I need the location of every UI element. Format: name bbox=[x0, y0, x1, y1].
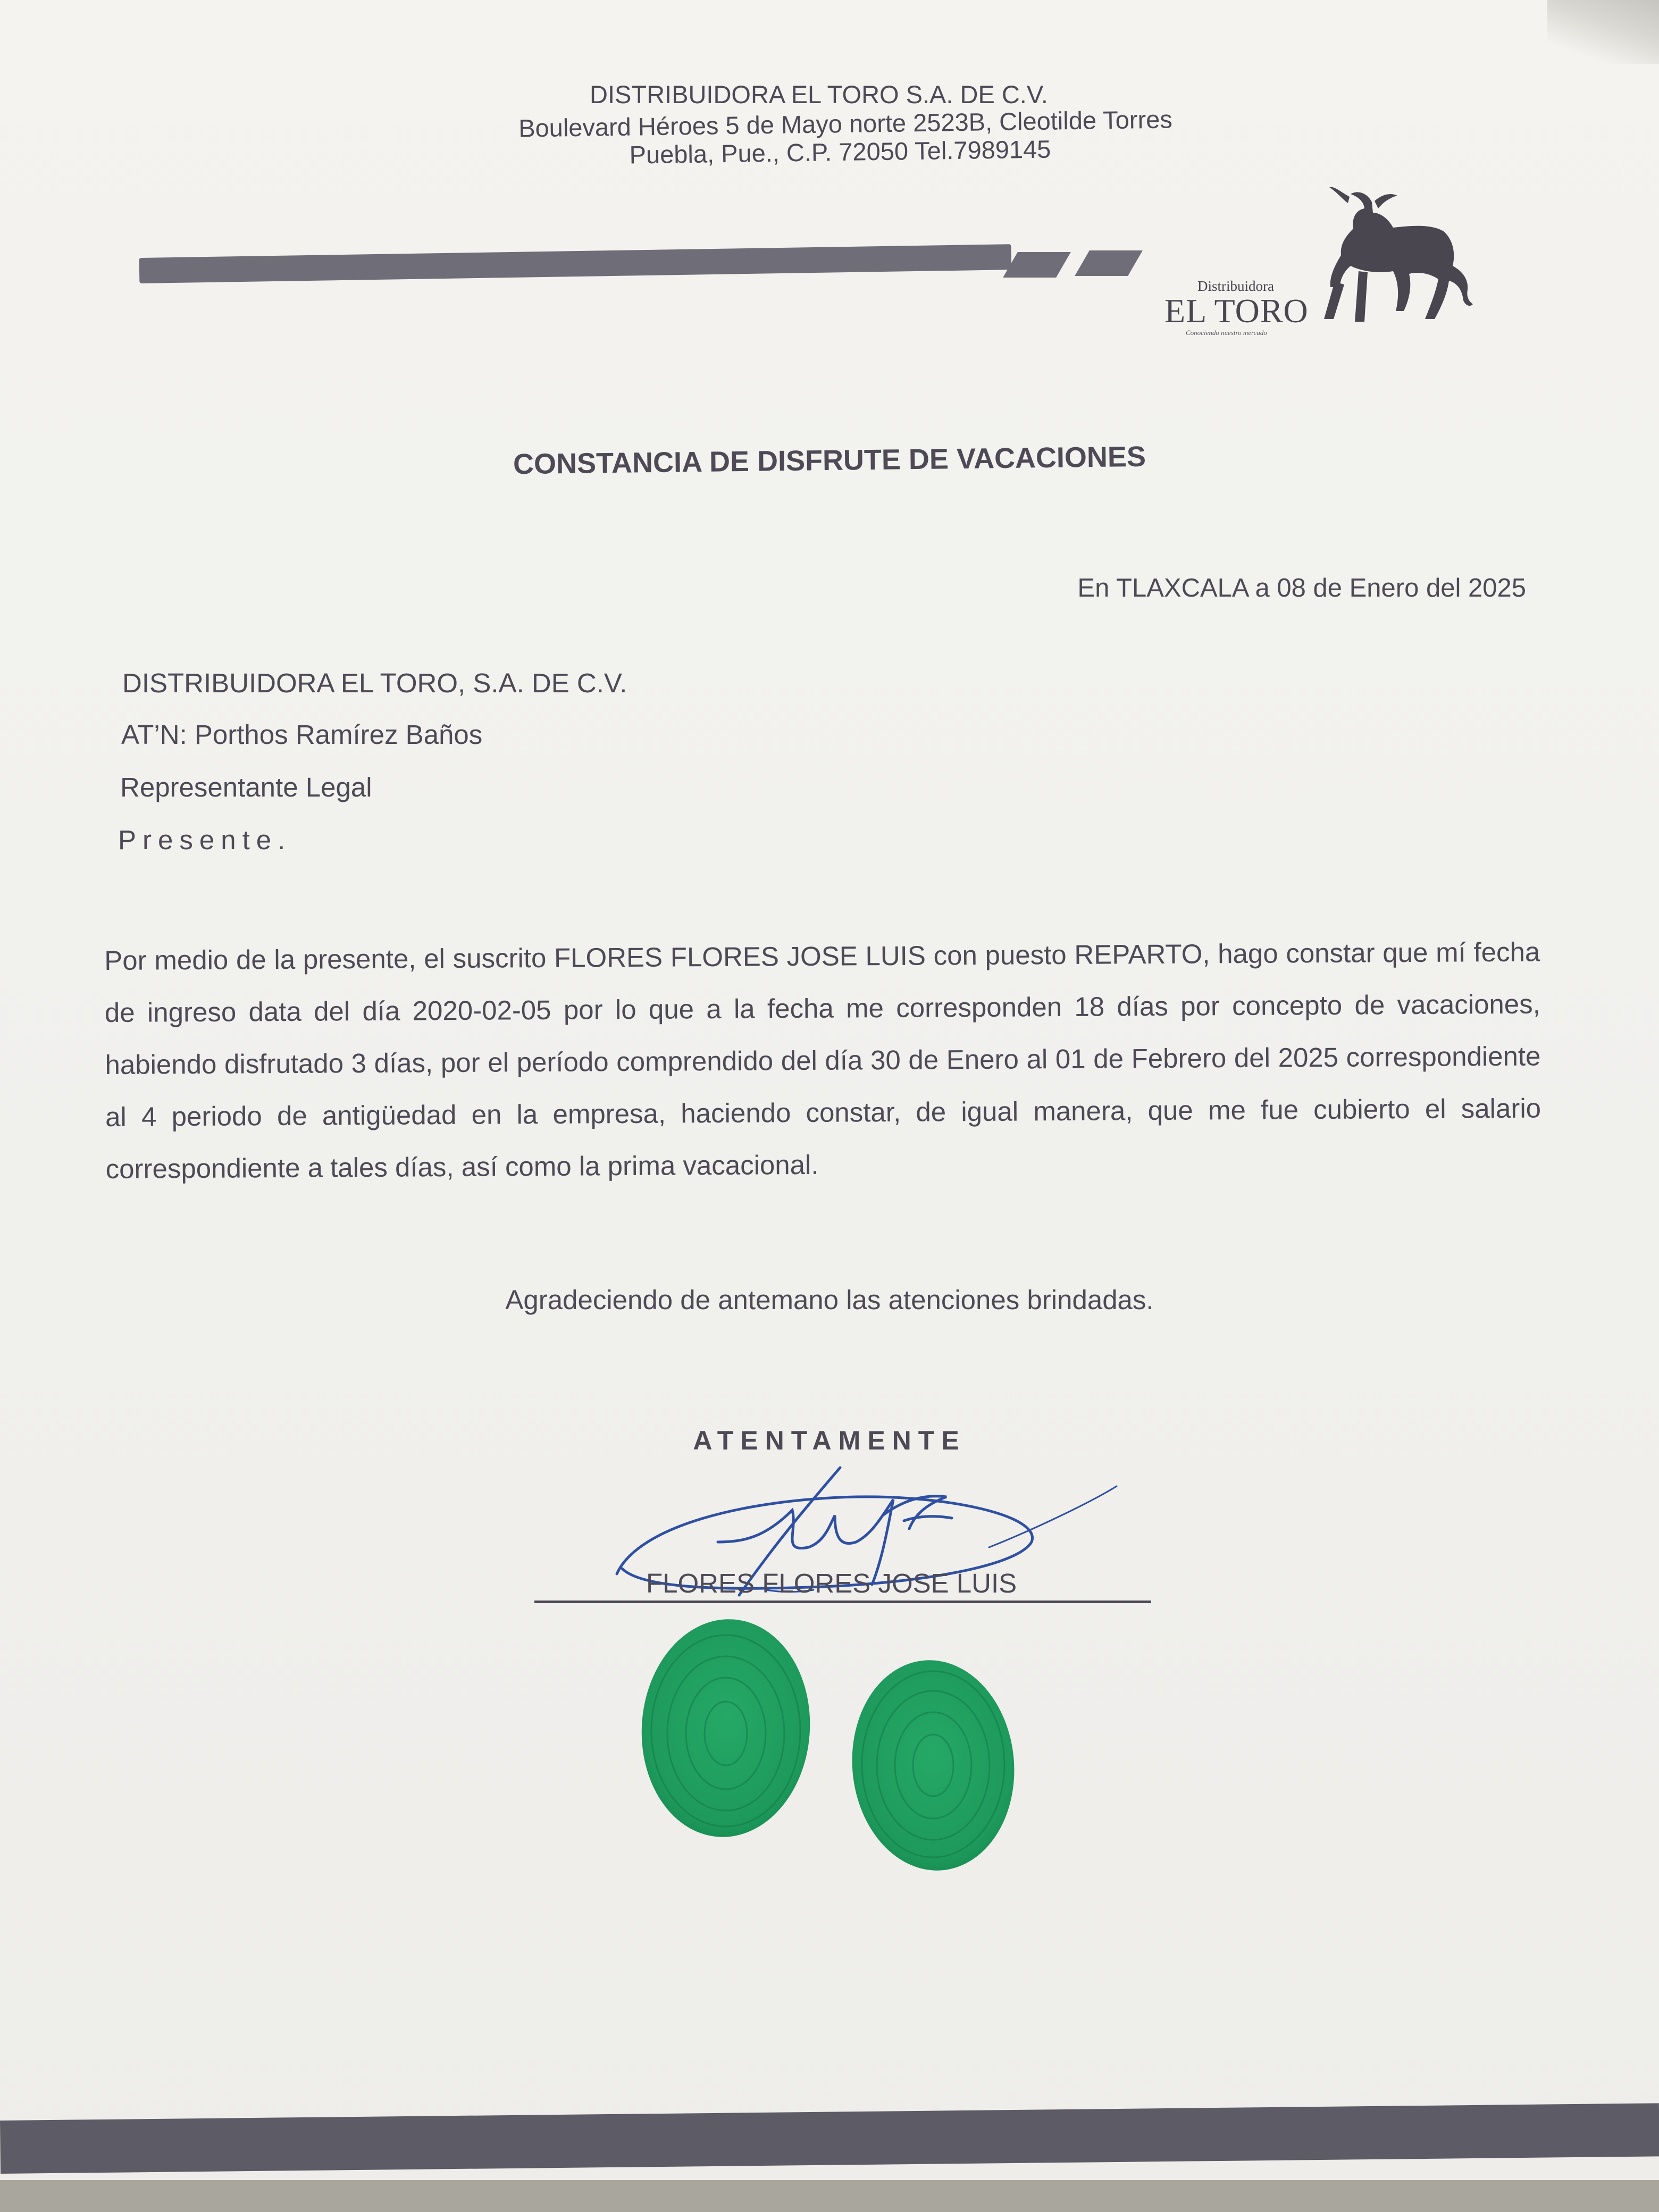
recipient-presente: Presente. bbox=[118, 825, 292, 855]
thanks-line: Agradeciendo de antemano las atenciones brindadas. bbox=[505, 1285, 1154, 1315]
recipient-attention: AT’N: Porthos Ramírez Baños bbox=[121, 719, 483, 750]
page-corner-shadow bbox=[1547, 0, 1659, 64]
company-logo bbox=[1164, 186, 1473, 356]
logo-name: EL TORO bbox=[1164, 292, 1309, 330]
recipient-company: DISTRIBUIDORA EL TORO, S.A. DE C.V. bbox=[122, 668, 627, 698]
header-divider-bar bbox=[139, 244, 1012, 283]
fingerprints bbox=[627, 1595, 1032, 1893]
fingerprint-left-icon bbox=[634, 1613, 817, 1842]
logo-small-text: Distribuidora bbox=[1197, 278, 1274, 294]
header-company: DISTRIBUIDORA EL TORO S.A. DE C.V. bbox=[590, 80, 1048, 108]
header-city-phone: Puebla, Pue., C.P. 72050 Tel.7989145 bbox=[629, 135, 1051, 169]
signer-name: FLORES FLORES JOSE LUIS bbox=[646, 1568, 1017, 1598]
logo-tagline: Conociendo nuestro mercado bbox=[1186, 329, 1267, 337]
recipient-role: Representante Legal bbox=[120, 772, 372, 802]
closing-atentamente: ATENTAMENTE bbox=[693, 1426, 966, 1455]
fingerprint-right-icon bbox=[843, 1654, 1023, 1878]
header-divider-segment bbox=[1003, 252, 1071, 278]
date-line: En TLAXCALA a 08 de Enero del 2025 bbox=[1077, 574, 1526, 602]
background-surface bbox=[0, 2180, 1659, 2212]
header-address: Boulevard Héroes 5 de Mayo norte 2523B, Cleotilde Torres bbox=[518, 105, 1173, 143]
body-paragraph: Por medio de la presente, el suscrito FLORES FLORES JOSE LUIS con puesto REPARTO, hago constar que mí fecha de ingreso data del día 2020-02-05 por lo que a la fecha me corresponden 18 días por concepto de vacaciones, habiendo disfrutado 3 días, por el período comprendido del día 30 de Enero al 01 de Febrero del 2025 correspondiente al 4 periodo de antigüedad en la empresa, haciendo constar, de igual manera, que me fue cubierto el salario correspondiente a tales días, así como la prima vacacional. bbox=[104, 936, 1541, 1184]
document-title: CONSTANCIA DE DISFRUTE DE VACACIONES bbox=[513, 440, 1146, 481]
bull-icon bbox=[1260, 186, 1473, 356]
header-divider-segment bbox=[1075, 250, 1143, 276]
footer-divider-bar bbox=[0, 2103, 1659, 2174]
